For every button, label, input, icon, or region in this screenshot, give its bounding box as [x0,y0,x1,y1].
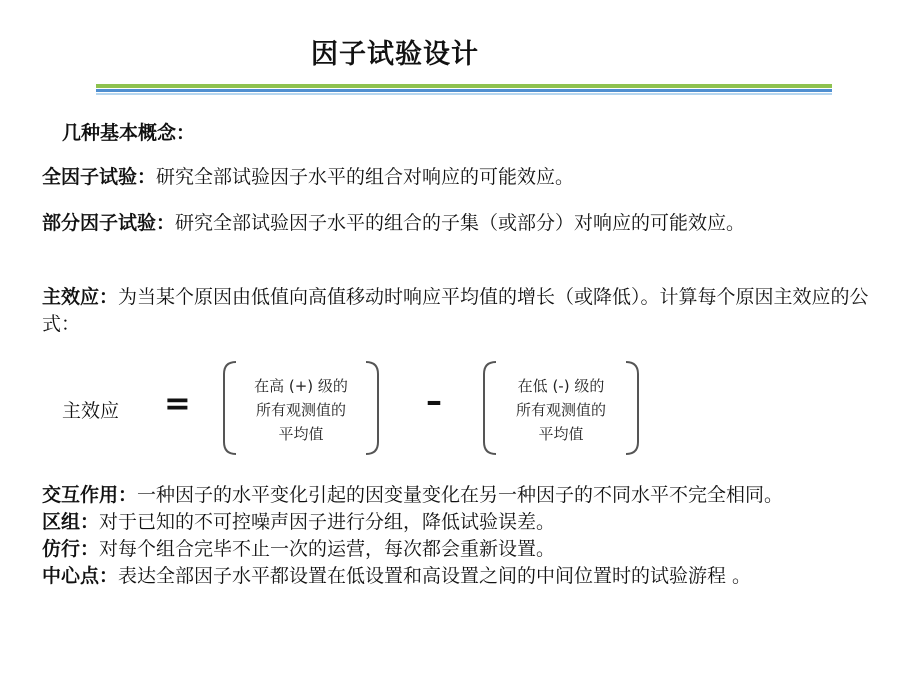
definition-term: 仿行： [42,538,100,560]
low-level-mean-box [480,358,642,458]
box-line: 平均值 [538,425,584,443]
title-rule-light [96,93,832,95]
definition-fractional-factorial [42,210,892,237]
box-line: 所有观测值的 [515,401,606,419]
definition-center-point [42,563,802,590]
definition-term: 部分因子试验： [42,212,176,234]
definition-term: 主效应： [42,286,119,308]
definition-text: 一种因子的水平变化引起的因变量变化在另一种因子的不同水平不完全相同。 [137,484,784,506]
section-subheading: 几种基本概念： [62,122,196,144]
definitions-bottom [42,482,802,590]
definition-text: 表达全部因子水平都设置在低设置和高设置之间的中间位置时的试验游程 。 [118,565,752,587]
box-line: 在高 (+) 级的 [254,377,348,395]
box-line: 在低 (-) 级的 [517,377,605,395]
definition-replicate [42,536,802,563]
title-rule-green [96,84,832,88]
definition-text: 为当某个原因由低值向高值移动时响应平均值的增长（或降低）。计算每个原因主效应的公式： [42,286,869,335]
definition-text: 对于已知的不可控噪声因子进行分组，降低试验误差。 [99,511,556,533]
definition-term: 区组： [42,511,100,533]
page-title: 因子试验设计 [311,39,479,70]
equals-sign: = [164,384,191,422]
definition-term: 中心点： [42,565,119,587]
definition-interaction [42,482,802,509]
definition-text: 对每个组合完毕不止一次的运营，每次都会重新设置。 [99,538,556,560]
formula-label: 主效应 [62,400,120,422]
main-effect-formula [60,354,660,464]
title-rule-blue [96,89,832,92]
definition-text: 研究全部试验因子水平的组合对响应的可能效应。 [156,166,575,188]
definition-main-effect [42,284,892,338]
definition-term: 全因子试验： [42,166,157,188]
definition-full-factorial [42,164,892,191]
high-level-mean-box [220,358,382,458]
box-line: 平均值 [278,425,324,443]
definition-text: 研究全部试验因子水平的组合的子集（或部分）对响应的可能效应。 [175,212,746,234]
box-line: 所有观测值的 [255,401,346,419]
definition-block [42,509,802,536]
minus-sign: – [426,382,442,420]
definition-term: 交互作用： [42,484,138,506]
